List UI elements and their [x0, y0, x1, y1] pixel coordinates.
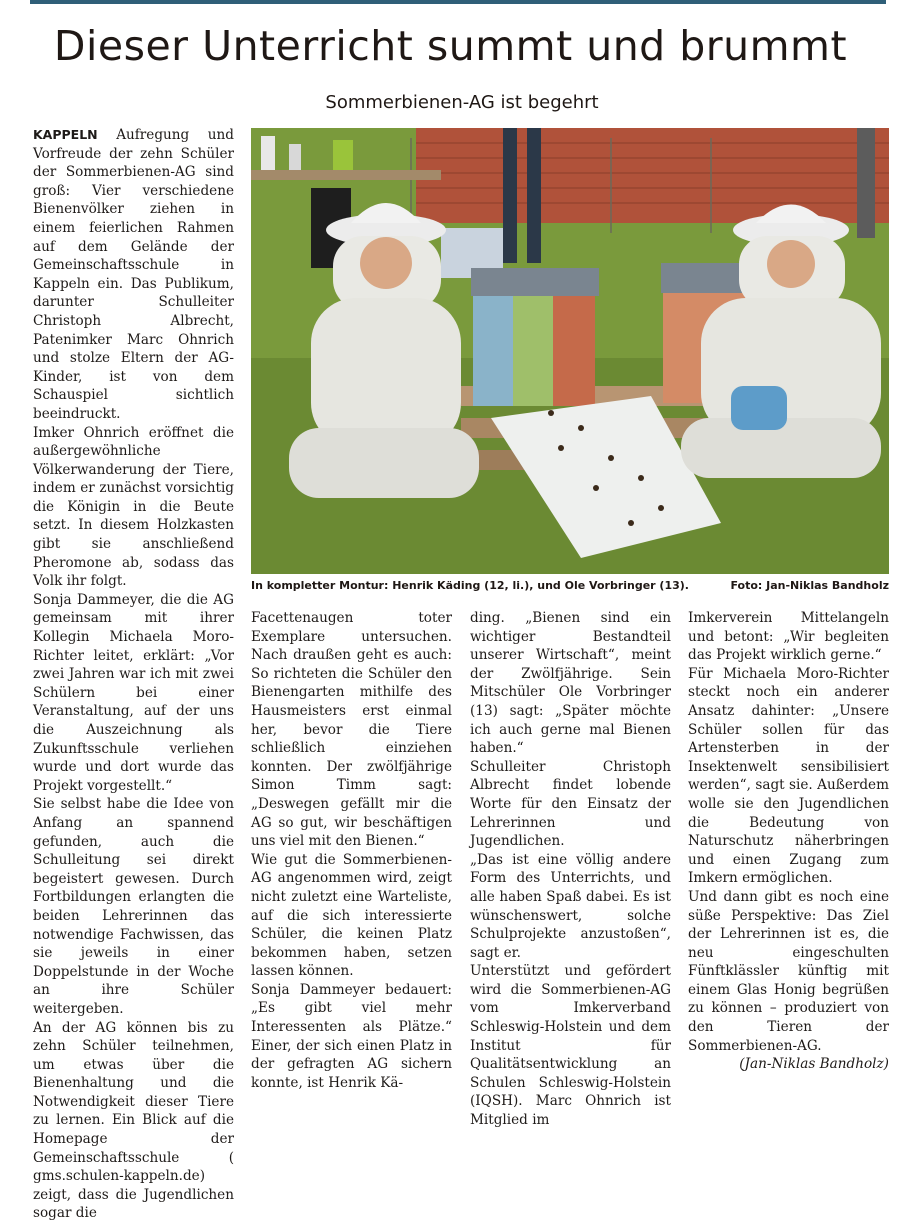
paragraph: „Das ist eine völlig andere Form des Unterrichts, und alle haben Spaß dabei. Es ist wünschenswert, solche Schulprojekte anzustoßen“, sagt er. — [470, 851, 671, 963]
top-rule — [30, 0, 886, 4]
caption-text: In kompletter Montur: Henrik Käding (12, li.), und Ole Vorbringer (13). — [251, 579, 689, 592]
paragraph: Facettenaugen toter Exemplare untersuchen. Nach draußen geht es auch: So richteten die Schüler den Bienengarten mithilfe des Hausmeisters erst einmal her, bevor die Tiere schließlich einziehen konnten. Der zwölfjährige Simon Timm sagt: „Deswegen gefällt mir die AG so gut, wir beschäftigen uns viel mit den Bienen.“ — [251, 609, 452, 851]
paragraph: Sonja Dammeyer, die die AG gemeinsam mit ihrer Kollegin Michaela Moro-Richter leitet, erklärt: „Vor zwei Jahren war ich mit zwei Schülern bei einer Veranstaltung, auf der uns die Auszeichnung als Zukunftsschule verliehen wurde und dort wurde das Projekt vorgestellt.“ — [33, 591, 234, 796]
article-headline: Dieser Unterricht summt und brummt — [0, 22, 901, 70]
paragraph: Sonja Dammeyer bedauert: „Es gibt viel mehr Interessenten als Plätze.“ Einer, der sich einen Platz in der gefragten AG sichern konnte, ist Henrik Kä- — [251, 981, 452, 1093]
article-column-4 — [688, 609, 889, 1074]
article-column-2 — [251, 609, 452, 1092]
paragraph: Wie gut die Sommerbienen-AG angenommen wird, zeigt nicht zuletzt eine Warteliste, auf die sich interessierte Schüler, die keinen Platz bekommen haben, setzen lassen können. — [251, 851, 452, 981]
beekeeping-photo-illustration — [251, 128, 889, 574]
paragraph: Für Michaela Moro-Richter steckt noch ein anderer Ansatz dahinter: „Unsere Schüler sollen für das Artensterben in der Insektenwelt sensibilisiert werden“, sagt sie. Außerdem wolle sie den Jugendlichen die Bedeutung von Naturschutz näherbringen und einen Zugang zum Imkern ermöglichen. — [688, 665, 889, 888]
photo-caption — [251, 579, 889, 592]
paragraph: ding. „Bienen sind ein wichtiger Bestandteil unserer Wirtschaft“, meint der Zwölfjährige. Sein Mitschüler Ole Vorbringer (13) sagt: „Später möchte ich auch gerne mal Bienen haben.“ — [470, 609, 671, 758]
paragraph: Sie selbst habe die Idee von Anfang an spannend gefunden, auch die Schulleitung sei direkt begeistert gewesen. Durch Fortbildungen erlangten die beiden Lehrerinnen das notwendige Fachwissen, das sie jeweils in einer Doppelstunde in der Woche an ihre Schüler weitergeben. — [33, 795, 234, 1018]
dateline-location: KAPPELN — [33, 127, 98, 142]
paragraph: Und dann gibt es noch eine süße Perspektive: Das Ziel der Lehrerinnen ist es, die neu eingeschulten Fünftklässler künftig mit einem Glas Honig begrüßen zu können – produziert von den Tieren der Sommerbienen-AG. — [688, 888, 889, 1055]
article-column-3 — [470, 609, 671, 1130]
paragraph: Imker Ohnrich eröffnet die außergewöhnliche Völkerwanderung der Tiere, indem er zunächst vorsichtig die Königin in die Beute setzt. In diesem Holzkasten gibt sie anschließend Pheromone ab, sodass das Volk ihr folgt. — [33, 424, 234, 591]
article-author: (Jan-Niklas Bandholz) — [688, 1055, 889, 1074]
paragraph: Imkerverein Mittelangeln und betont: „Wir begleiten das Projekt wirklich gerne.“ — [688, 609, 889, 665]
article-subheadline: Sommerbienen-AG ist begehrt — [0, 92, 901, 113]
paragraph: An der AG können bis zu zehn Schüler teilnehmen, um etwas über die Bienenhaltung und die Notwendigkeit dieser Tiere zu lernen. Ein Blick auf die Homepage der Gemeinschaftsschule ( gms.schulen-kappeln.de) zeigt, dass die Jugendlichen sogar die — [33, 1019, 234, 1223]
article-column-1 — [33, 126, 234, 1223]
photo-credit: Foto: Jan-Niklas Bandholz — [730, 579, 889, 592]
article-photo — [251, 128, 889, 574]
paragraph: Unterstützt und gefördert wird die Sommerbienen-AG vom Imkerverband Schleswig-Holstein und dem Institut für Qualitätsentwicklung an Schulen Schleswig-Holstein (IQSH). Marc Ohnrich ist Mitglied im — [470, 962, 671, 1129]
paragraph: KAPPELN Aufregung und Vorfreude der zehn Schüler der Sommerbienen-AG sind groß: Vier verschiedene Bienenvölker ziehen in einem feierlichen Rahmen auf dem Gelände der Gemeinschaftsschule in Kappeln ein. Das Publikum, darunter Schulleiter Christoph Albrecht, Patenimker Marc Ohnrich und stolze Eltern der AG-Kinder, ist von dem Schauspiel sichtlich beeindruckt. — [33, 126, 234, 424]
paragraph: Schulleiter Christoph Albrecht findet lobende Worte für den Einsatz der Lehrerinnen und Jugendlichen. — [470, 758, 671, 851]
